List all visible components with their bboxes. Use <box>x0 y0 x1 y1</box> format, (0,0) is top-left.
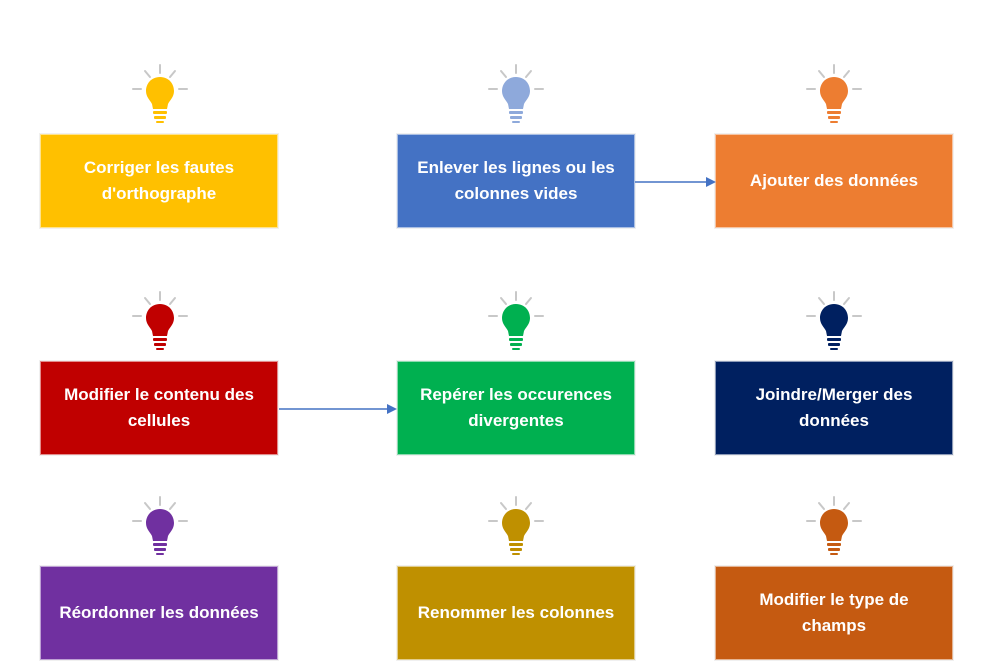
step-box-reordonner-donnees <box>40 566 278 660</box>
step-label: Renommer les colonnes <box>417 603 615 622</box>
step-box-ajouter-donnees <box>715 134 953 228</box>
lightbulb-icon <box>804 495 864 557</box>
connector-arrow <box>278 402 400 416</box>
step-box-corriger-fautes <box>40 134 278 228</box>
step-box-modifier-type <box>715 566 953 660</box>
lightbulb-icon <box>130 63 190 125</box>
step-label: Repérer les occurences divergentes <box>420 385 612 430</box>
lightbulb-icon <box>130 495 190 557</box>
step-box-reperer-occurences <box>397 361 635 455</box>
arrow-head <box>387 404 397 414</box>
lightbulb-icon <box>486 495 546 557</box>
lightbulb-icon <box>486 290 546 352</box>
step-label: Joindre/Merger des données <box>755 385 913 430</box>
step-box-joindre-donnees <box>715 361 953 455</box>
step-label: Modifier le type de champs <box>759 590 909 635</box>
step-label: Ajouter des données <box>749 171 919 190</box>
step-label: Enlever les lignes ou les colonnes vides <box>417 158 615 203</box>
step-box-modifier-contenu <box>40 361 278 455</box>
step-box-enlever-lignes <box>397 134 635 228</box>
lightbulb-icon <box>486 63 546 125</box>
step-label: Corriger les fautes d'orthographe <box>83 158 235 203</box>
lightbulb-icon <box>130 290 190 352</box>
connector-arrow <box>634 175 718 189</box>
step-label: Réordonner les données <box>59 603 259 622</box>
arrow-head <box>706 177 716 187</box>
step-label: Modifier le contenu des cellules <box>64 385 254 430</box>
step-box-renommer-colonnes <box>397 566 635 660</box>
lightbulb-icon <box>804 63 864 125</box>
lightbulb-icon <box>804 290 864 352</box>
